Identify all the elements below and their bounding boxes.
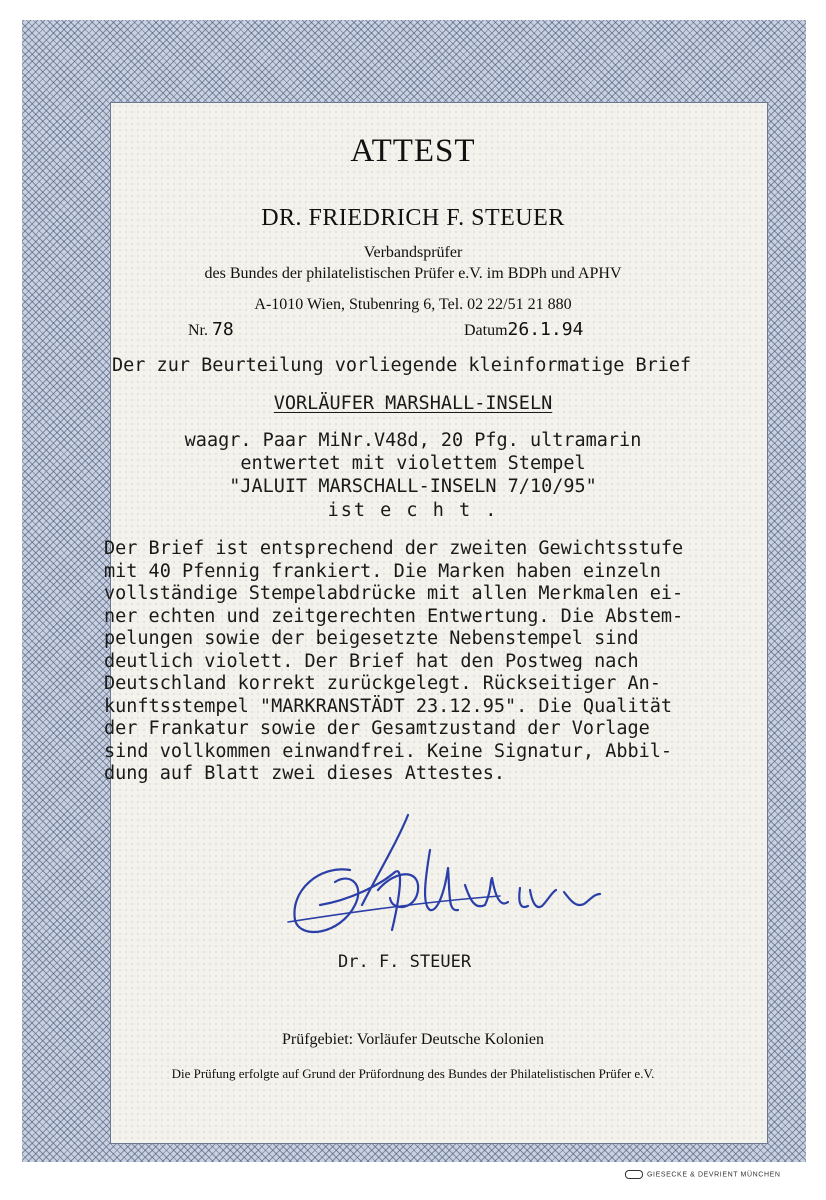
printer-imprint <box>625 1170 781 1179</box>
address-line: A-1010 Wien, Stubenring 6, Tel. 02 22/51 21 880 <box>254 296 572 313</box>
paragraph-line: deutlich violett. Der Brief hat den Postweg nach <box>104 650 639 672</box>
paragraph-line: sind vollkommen einwandfrei. Keine Signatur, Abbil- <box>104 740 673 762</box>
description-line: "JALUIT MARSCHALL-INSELN 7/10/95" <box>229 476 597 497</box>
datum-label: Datum <box>464 322 508 339</box>
paragraph-line: Der Brief ist entsprechend der zweiten Gewichtsstufe <box>104 538 684 559</box>
certificate-number <box>188 319 234 340</box>
verdict-line: ist e c h t . <box>327 500 499 521</box>
report-paragraph <box>104 538 744 786</box>
handwritten-signature <box>280 810 640 960</box>
paragraph-line: vollständige Stempelabdrücke mit allen Merkmalen ei- <box>104 583 684 604</box>
paragraph-line: pelungen sowie der beigesetzte Nebenstempel sind <box>104 628 639 649</box>
nr-value: 78 <box>212 319 234 340</box>
paragraph-line: der Frankatur sowie der Gesamtzustand der Vorlage <box>104 718 650 739</box>
paragraph-line: dung auf Blatt zwei dieses Attestes. <box>104 763 505 784</box>
nr-label: Nr. <box>188 322 208 339</box>
printer-logo-icon <box>625 1170 643 1179</box>
printer-name: GIESECKE & DEVRIENT MÜNCHEN <box>647 1171 781 1179</box>
description-line: entwertet mit violettem Stempel <box>240 453 586 474</box>
page-title: ATTEST <box>350 133 476 169</box>
paragraph-line: ner echten und zeitgerechten Entwertung. Die Abstem- <box>104 605 684 627</box>
paragraph-line: kunftsstempel "MARKRANSTÄDT 23.12.95". Die Qualität <box>104 695 673 717</box>
datum-value: 26.1.94 <box>507 319 584 340</box>
association-line: des Bundes der philatelistischen Prüfer e.V. im BDPh und APHV <box>204 265 622 282</box>
examiner-role: Verbandsprüfer <box>363 244 463 261</box>
examiner-name: DR. FRIEDRICH F. STEUER <box>261 205 565 231</box>
paragraph-line: mit 40 Pfennig frankiert. Die Marken haben einzeln <box>104 560 661 582</box>
subject-heading <box>0 393 826 414</box>
description-line: waagr. Paar MiNr.V48d, 20 Pfg. ultramarin <box>184 430 642 451</box>
subject-text: VORLÄUFER MARSHALL-INSELN <box>273 393 553 414</box>
paragraph-line: Deutschland korrekt zurückgelegt. Rückseitiger An- <box>104 673 661 694</box>
examination-scope: Prüfgebiet: Vorläufer Deutsche Kolonien <box>281 1031 544 1048</box>
footer-note: Die Prüfung erfolgte auf Grund der Prüfordnung des Bundes der Philatelistischen Prüfer e.V. <box>171 1066 655 1081</box>
signer-name: Dr. F. STEUER <box>338 952 472 972</box>
intro-line: Der zur Beurteilung vorliegende kleinformatige Brief <box>112 355 692 376</box>
certificate-date <box>464 319 583 340</box>
